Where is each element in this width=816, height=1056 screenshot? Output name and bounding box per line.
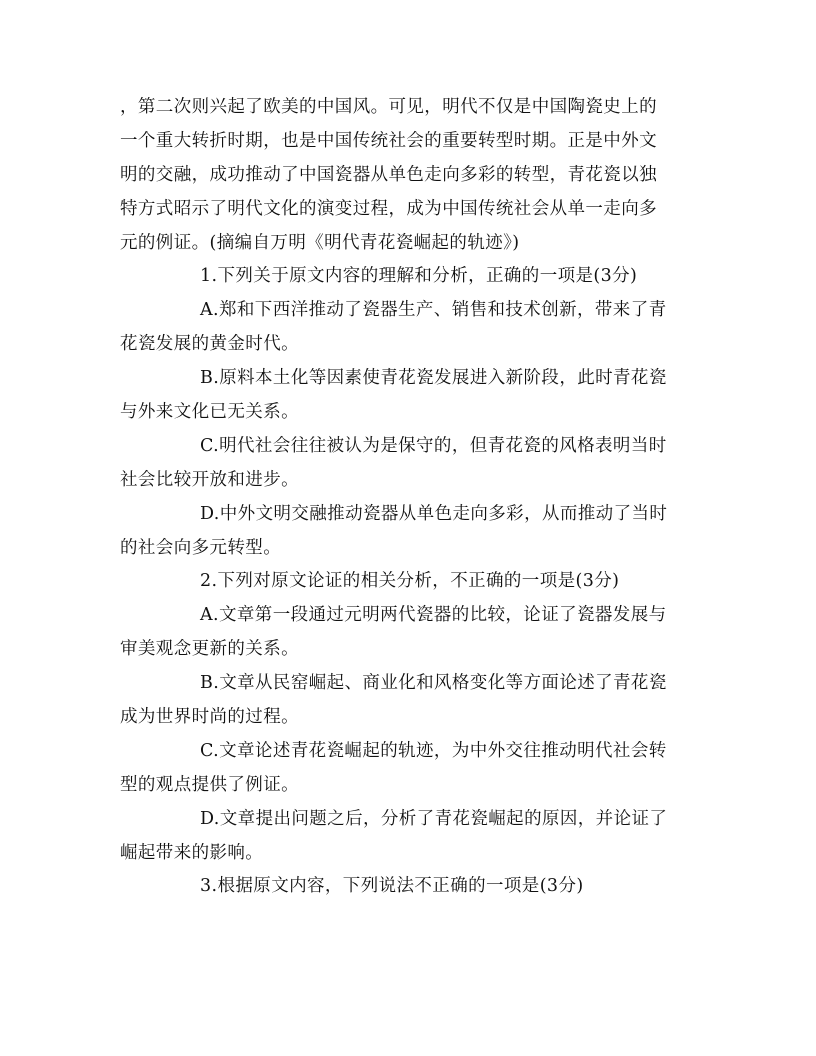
text-line: C.明代社会往往被认为是保守的，但青花瓷的风格表明当时 xyxy=(200,435,667,456)
text-line: 3.根据原文内容，下列说法不正确的一项是(3分) xyxy=(200,876,584,897)
text-line: B.文章从民窑崛起、商业化和风格变化等方面论述了青花瓷 xyxy=(200,673,667,694)
text-line: 1.下列关于原文内容的理解和分析，正确的一项是(3分) xyxy=(200,266,638,287)
text-line: A.郑和下西洋推动了瓷器生产、销售和技术创新，带来了青 xyxy=(200,300,667,321)
text-line: 审美观念更新的关系。 xyxy=(120,639,299,660)
text-line: 2.下列对原文论证的相关分析，不正确的一项是(3分) xyxy=(200,571,620,592)
text-line: C.文章论述青花瓷崛起的轨迹，为中外交往推动明代社会转 xyxy=(200,740,667,761)
text-line: 社会比较开放和进步。 xyxy=(120,469,299,490)
text-line: 明的交融，成功推动了中国瓷器从单色走向多彩的转型，青花瓷以独 xyxy=(120,164,657,185)
text-line: 与外来文化已无关系。 xyxy=(120,402,299,423)
text-line: ，第二次则兴起了欧美的中国风。可见，明代不仅是中国陶瓷史上的 xyxy=(120,97,657,117)
text-line: 特方式昭示了明代文化的演变过程，成为中国传统社会从单一走向多 xyxy=(120,198,657,219)
text-line: 的社会向多元转型。 xyxy=(120,537,282,558)
text-line: 崛起带来的影响。 xyxy=(120,842,264,863)
text-line: A.文章第一段通过元明两代瓷器的比较，论证了瓷器发展与 xyxy=(200,605,667,626)
text-line: 一个重大转折时期，也是中国传统社会的重要转型时期。正是中外文 xyxy=(120,130,657,151)
document-body xyxy=(120,91,705,904)
text-line: D.中外文明交融推动瓷器从单色走向多彩，从而推动了当时 xyxy=(200,503,668,524)
text-line: B.原料本土化等因素使青花瓷发展进入新阶段，此时青花瓷 xyxy=(200,368,667,389)
text-line: 成为世界时尚的过程。 xyxy=(120,707,299,728)
text-line: 元的例证。(摘编自万明《明代青花瓷崛起的轨迹》) xyxy=(120,232,520,253)
text-line: D.文章提出问题之后，分析了青花瓷崛起的原因，并论证了 xyxy=(200,808,668,829)
text-line: 花瓷发展的黄金时代。 xyxy=(120,334,299,355)
text-line: 型的观点提供了例证。 xyxy=(120,774,299,795)
